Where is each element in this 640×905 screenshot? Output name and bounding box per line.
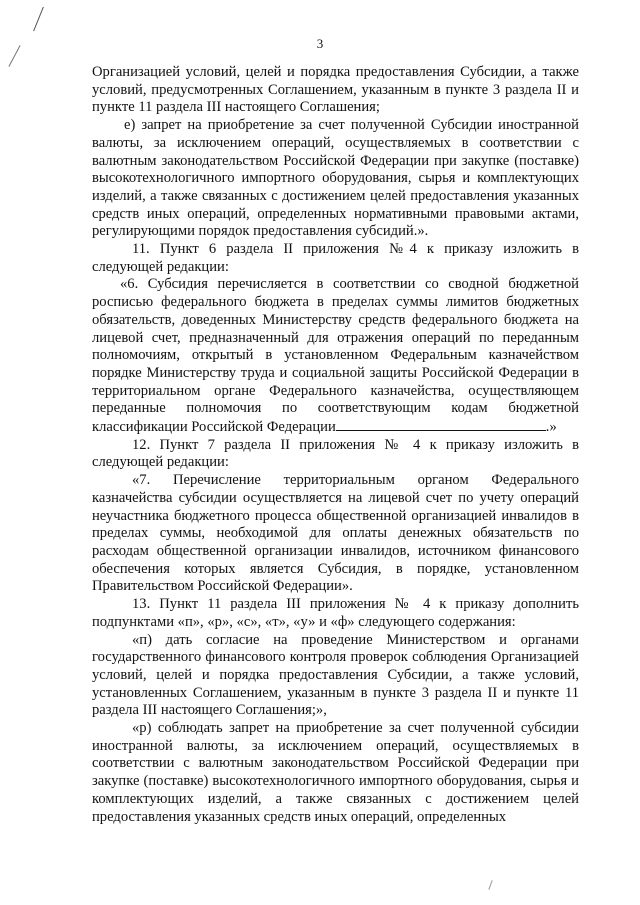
blank-line (336, 418, 546, 431)
paragraph-point-13: 13. Пункт 11 раздела III приложения № 4 к приказу дополнить подпунктами «п», «р», «с», «т», «у» и «ф» следующего содержания: (92, 596, 579, 630)
paragraph-quote-7: «7. Перечисление территориальным органом Федерального казначейства субсидии осуществляется на лицевой счет по учету операций неучастника бюджетного процесса общественной организацией инвалидов в пределах суммы, необходимой для оплаты денежных обязательств по расходам общественной организации инвалидов, источником финансового обеспечения которых является Субсидия, в порядке, установленном Правительством Российской Федерации». (92, 472, 579, 595)
paragraph-point-11: 11. Пункт 6 раздела II приложения №4 к приказу изложить в следующей редакции: (92, 241, 579, 275)
paragraph-subitem-r: «р) соблюдать запрет на приобретение за счет полученной субсидии иностранной валюты, за исключением операций, осуществляемых в соответствии с валютным законодательством Российской Федерации при закупке (поставке) высокотехнологичного импортного оборудования, сырья и комплектующих изделий, а также связанных с достижением целей предоставления указанных средств иных операций, определенных (92, 720, 579, 825)
page-number: 3 (316, 36, 324, 51)
paragraph-point-12: 12. Пункт 7 раздела II приложения № 4 к приказу изложить в следующей редакции: (92, 436, 579, 471)
quote-6-suffix: .» (545, 419, 557, 436)
paragraph-subitem-p: «п) дать согласие на проведение Министерством и органами государственного финансового контроля проверок соблюдения Организацией условий, целей и порядка предоставления Субсидии, а также условий, установленных Соглашением, указанным в пункте 3 раздела II и пункте 11 раздела III настоящего Соглашения;», (92, 631, 579, 719)
quote-6-text: «6. Субсидия перечисляется в соответствии со сводной бюджетной росписью федерального бюджета в пределах суммы лимитов бюджетных обязательств, доведенных Министерству средств федерального бюджета на лицевой счет, предназначенный для отражения операций по переданным полномочиям, открытый в установленном Федеральным казначейством порядке Министерству труда и социальной защиты Российской Федерации в территориальном органе Федерального казначейства, осуществляющем переданные полномочия по соответствующим кодам бюджетной классификации Российской Федерации (92, 276, 579, 436)
paragraph-item-e: е) запрет на приобретение за счет полученной Субсидии иностранной валюты, за исключением операций, осуществляемых в соответствии с валютным законодательством Российской Федерации при закупке (поставке) высокотехнологичного импортного оборудования, сырья и комплектующих изделий, а также связанных с достижением целей предоставления указанных средств иных операций, определенных нормативными правовыми актами, регулирующими порядок предоставления субсидий.». (92, 117, 579, 240)
paragraph-quote-6 (92, 276, 579, 436)
scan-artifact-mark (488, 880, 492, 890)
document-body (92, 64, 579, 826)
paragraph-continuation: Организацией условий, целей и порядка предоставления Субсидии, а также условий, предусмотренных Соглашением, указанным в пункте 3 раздела II и пункте 11 раздела III настоящего Соглашения; (92, 64, 579, 116)
scan-artifact-mark (33, 7, 44, 31)
